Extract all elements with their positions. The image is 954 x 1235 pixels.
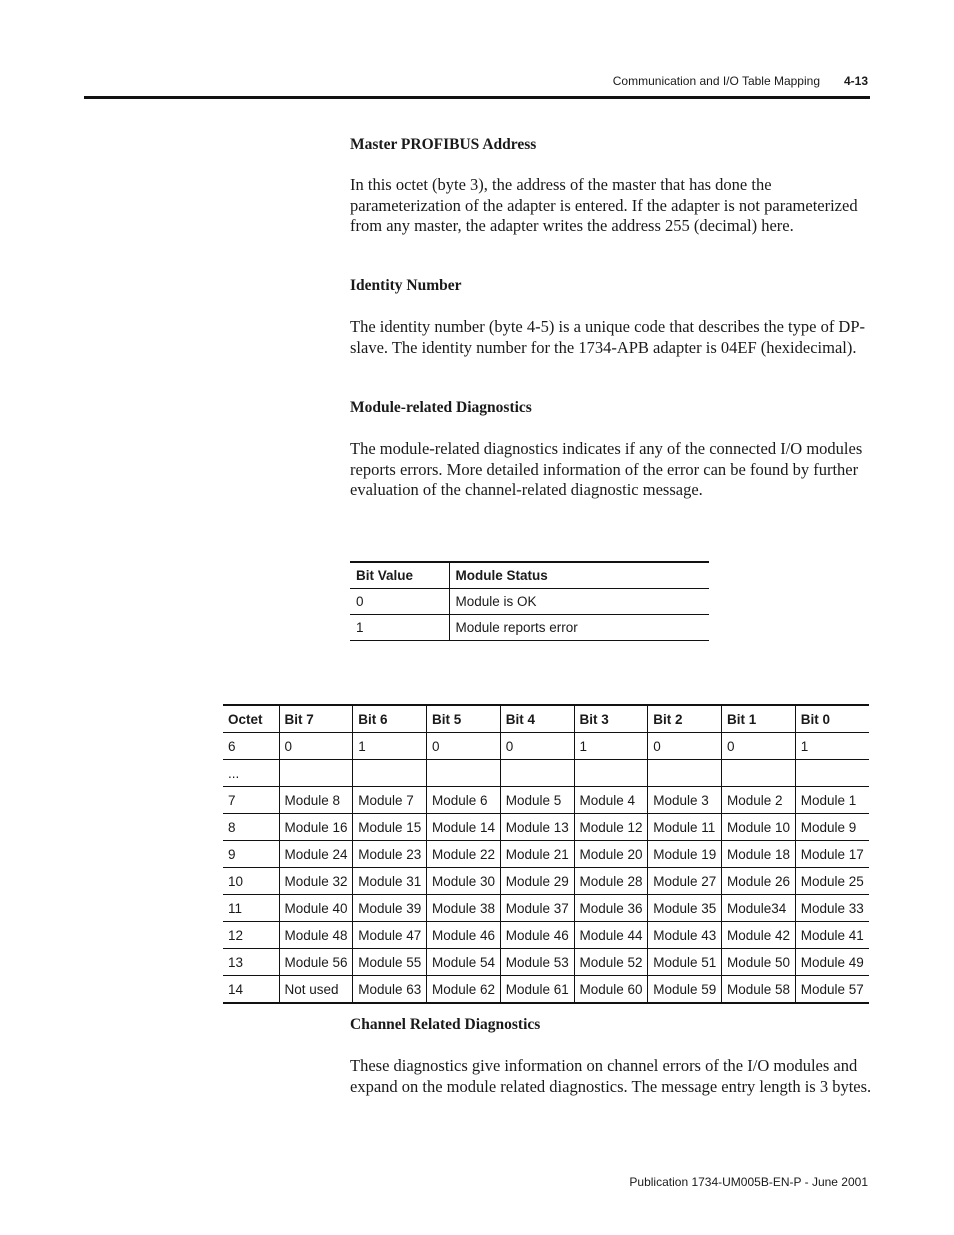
table-row [223, 922, 869, 949]
table-cell: Module 46 [427, 922, 501, 949]
table-cell: 14 [228, 981, 244, 997]
table-cell: 0 [648, 733, 722, 760]
table-cell: Module 63 [353, 976, 427, 1004]
table-cell: Module 60 [574, 976, 648, 1004]
table-row [350, 589, 709, 615]
module-status-table [350, 561, 709, 641]
table-cell: Module 21 [500, 841, 574, 868]
column-header: Bit 4 [500, 705, 574, 733]
column-header: Bit 3 [574, 705, 648, 733]
table-cell: Module 40 [279, 895, 353, 922]
header-rule [84, 96, 870, 99]
column-header: Module Status [449, 562, 709, 589]
table-cell: Module 58 [722, 976, 796, 1004]
table-row [223, 868, 869, 895]
column-header: Bit 6 [353, 705, 427, 733]
table-cell: Module 17 [795, 841, 869, 868]
column-header: Bit 7 [279, 705, 353, 733]
section-heading-master-address: Master PROFIBUS Address [350, 136, 537, 153]
table-cell: Module 56 [279, 949, 353, 976]
table-cell: Module 57 [795, 976, 869, 1004]
table-cell: Module 2 [722, 787, 796, 814]
table-cell: 12 [228, 927, 244, 943]
table-cell: Module 33 [795, 895, 869, 922]
table-cell: Module 27 [648, 868, 722, 895]
table-cell: 1 [795, 733, 869, 760]
section-heading-module-diagnostics: Module-related Diagnostics [350, 399, 532, 416]
table-cell: Module 4 [574, 787, 648, 814]
table-cell: Module 41 [795, 922, 869, 949]
table-cell: Module is OK [449, 589, 709, 615]
table-row [223, 760, 869, 787]
table-cell [500, 760, 574, 787]
table-row [223, 895, 869, 922]
section-heading-channel-diagnostics: Channel Related Diagnostics [350, 1016, 541, 1033]
section-heading-identity-number: Identity Number [350, 277, 462, 294]
table-cell: Module 48 [279, 922, 353, 949]
table-cell: Module 13 [500, 814, 574, 841]
table-cell: Module 39 [353, 895, 427, 922]
table-cell [353, 760, 427, 787]
table-cell: Module 32 [279, 868, 353, 895]
table-cell: Module 11 [648, 814, 722, 841]
table-cell [427, 760, 501, 787]
table-cell: 1 [356, 620, 364, 635]
table-cell: Module 43 [648, 922, 722, 949]
column-header: Octet [228, 711, 263, 727]
table-cell: Module 25 [795, 868, 869, 895]
table-cell: Module 26 [722, 868, 796, 895]
section-body-master-address: In this octet (byte 3), the address of the master that has done the parameterization of the adapter is entered. If the adapter is not parameterized from any master, the adapter writes the address 255 (decimal) here. [350, 175, 858, 236]
running-header [560, 74, 870, 92]
table-cell: Module 19 [648, 841, 722, 868]
table-cell: 0 [500, 733, 574, 760]
table-cell: Module 52 [574, 949, 648, 976]
table-cell: Module 28 [574, 868, 648, 895]
octet-bit-table [223, 704, 869, 1004]
table-cell: 0 [356, 594, 364, 609]
table-cell: Module 50 [722, 949, 796, 976]
table-cell: Module 5 [500, 787, 574, 814]
table-cell: 9 [228, 846, 236, 862]
table-cell: Module 46 [500, 922, 574, 949]
table-cell: Module 42 [722, 922, 796, 949]
table-cell [795, 760, 869, 787]
table-cell: Module 22 [427, 841, 501, 868]
table-header-row [223, 705, 869, 733]
table-cell [648, 760, 722, 787]
table-cell: Module 55 [353, 949, 427, 976]
page-number: 4-13 [843, 74, 868, 88]
table-cell: 10 [228, 873, 244, 889]
table-cell: Module 20 [574, 841, 648, 868]
table-row [350, 615, 709, 641]
table-cell: Module34 [722, 895, 796, 922]
section-body-channel-diagnostics: These diagnostics give information on channel errors of the I/O modules and expand on the module related diagnostics. The message entry length is 3 bytes. [350, 1056, 872, 1096]
table-cell: Module 23 [353, 841, 427, 868]
column-header: Bit 0 [795, 705, 869, 733]
table-cell: 11 [228, 900, 243, 916]
table-cell: Module 7 [353, 787, 427, 814]
table-row [223, 949, 869, 976]
table-cell: 8 [228, 819, 236, 835]
table-cell: 1 [353, 733, 427, 760]
section-body-identity-number: The identity number (byte 4-5) is a unique code that describes the type of DP-slave. The identity number for the 1734-APB adapter is 04EF (hexidecimal). [350, 317, 866, 357]
table-cell: Module reports error [449, 615, 709, 641]
table-cell: Module 59 [648, 976, 722, 1004]
column-header: Bit 5 [427, 705, 501, 733]
table-cell: Module 53 [500, 949, 574, 976]
table-cell: Module 62 [427, 976, 501, 1004]
table-cell: Module 15 [353, 814, 427, 841]
table-cell [279, 760, 353, 787]
table-row [223, 733, 869, 760]
table-cell: Module 10 [722, 814, 796, 841]
table-cell: Module 36 [574, 895, 648, 922]
table-cell: 0 [722, 733, 796, 760]
column-header: Bit Value [356, 568, 414, 583]
section-body-module-diagnostics: The module-related diagnostics indicates if any of the connected I/O modules reports errors. More detailed information of the error can be found by further evaluation of the channel-related diagnostic message. [350, 439, 863, 500]
table-cell: Module 14 [427, 814, 501, 841]
table-cell: Module 1 [795, 787, 869, 814]
table-cell [722, 760, 796, 787]
table-cell: 0 [427, 733, 501, 760]
table-cell: Module 37 [500, 895, 574, 922]
table-cell: 13 [228, 954, 244, 970]
table-cell: Module 49 [795, 949, 869, 976]
table-cell: Module 51 [648, 949, 722, 976]
column-header: Bit 1 [722, 705, 796, 733]
table-cell [574, 760, 648, 787]
table-row [223, 787, 869, 814]
table-cell: Module 31 [353, 868, 427, 895]
table-row [223, 814, 869, 841]
table-cell: Module 3 [648, 787, 722, 814]
table-cell: ... [228, 765, 240, 781]
table-cell: Module 47 [353, 922, 427, 949]
table-cell: Module 12 [574, 814, 648, 841]
table-header-row [350, 562, 709, 589]
table-cell: Module 29 [500, 868, 574, 895]
table-cell: 7 [228, 792, 236, 808]
table-cell: Module 6 [427, 787, 501, 814]
table-cell: Module 35 [648, 895, 722, 922]
table-cell: Module 9 [795, 814, 869, 841]
table-cell: Module 18 [722, 841, 796, 868]
table-row [223, 841, 869, 868]
table-cell: Module 61 [500, 976, 574, 1004]
table-cell: 0 [279, 733, 353, 760]
publication-footer: Publication 1734-UM005B-EN-P - June 2001 [629, 1175, 868, 1189]
table-cell: Module 44 [574, 922, 648, 949]
table-cell: 6 [228, 738, 236, 754]
octet-table-body [223, 733, 869, 1004]
table-cell: Module 54 [427, 949, 501, 976]
table-cell: Module 8 [279, 787, 353, 814]
table-cell: Module 16 [279, 814, 353, 841]
table-cell: Not used [279, 976, 353, 1004]
table-cell: 1 [574, 733, 648, 760]
table-row [223, 976, 869, 1004]
table-cell: Module 30 [427, 868, 501, 895]
table-cell: Module 38 [427, 895, 501, 922]
running-header-title: Communication and I/O Table Mapping [612, 74, 820, 88]
table-cell: Module 24 [279, 841, 353, 868]
column-header: Bit 2 [648, 705, 722, 733]
